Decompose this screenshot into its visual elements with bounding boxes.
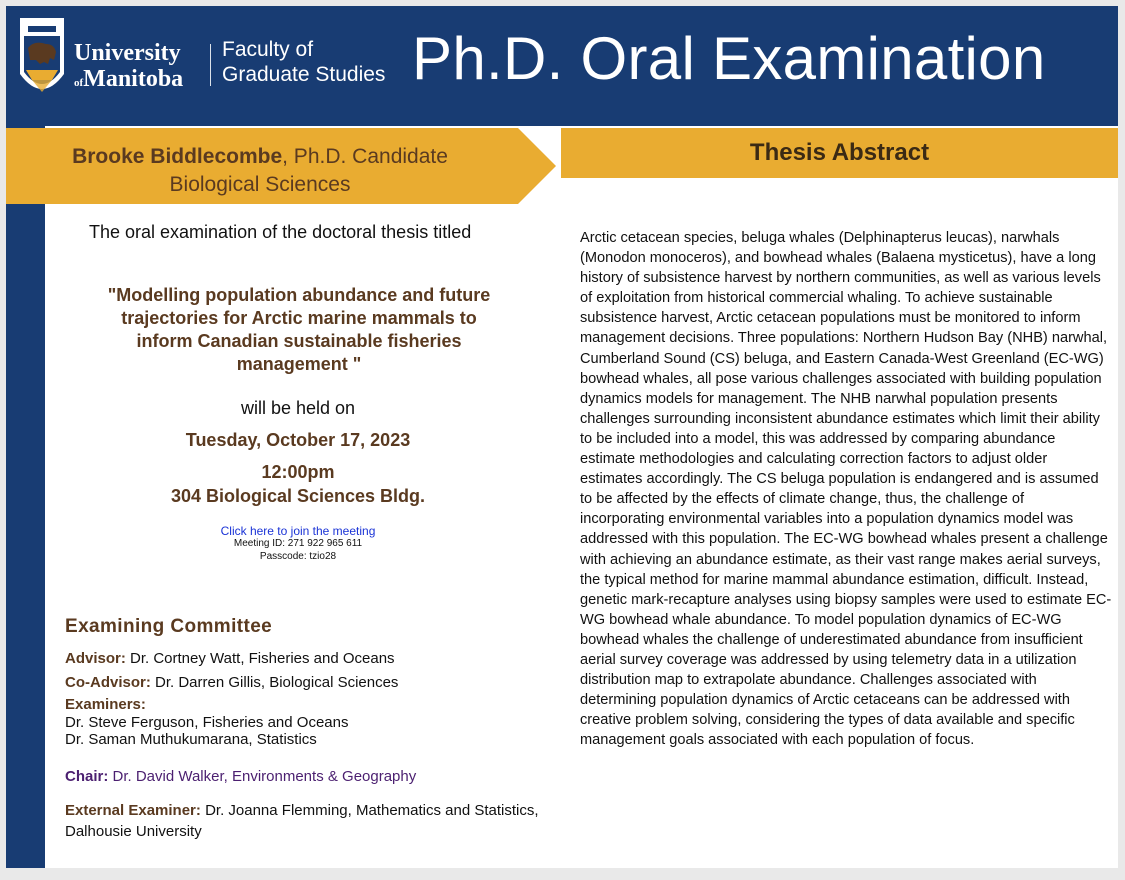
coadvisor-name: Dr. Darren Gillis, Biological Sciences — [150, 674, 399, 691]
advisor-name: Dr. Cortney Watt, Fisheries and Oceans — [125, 650, 395, 667]
candidate-role: , Ph.D. Candidate — [282, 145, 448, 168]
abstract-text: Arctic cetacean species, beluga whales (Delphinapterus leucas), narwhals (Monodon monoceros), and bowhead whales (Balaena mysticetus), have a long history of subsistence harvest by northern communities, as well as various levels of exploitation from historical commercial whaling. To achieve sustainable subsistence harvest, Arctic cetacean populations must be monitored to inform management decisions. Three populations: Northern Hudson Bay (NHB) narwhal, Cumberland Sound (CS) beluga, and Eastern Canada-West Greenland (EC-WG) bowhead whales, all pose various challenges associated with building population dynamics models for management. The NHB narwhal population presents challenges surrounding inconsistent abundance estimates which limit their ability to be included into a model, this was addressed by comparing abundance estimate methodologies and calculating correction factors to adjust older estimates accordingly. The CS beluga population is endangered and is assumed to be affected by the effects of climate change, thus, the challenge of incorporating environmental variables into a population dynamics model was addressed with this population. The EC-WG bowhead whales present a challenge with achieving an abundance estimate, as their vast range makes aerial surveys, the typical method for marine mammal abundance estimation, difficult. Instead, genetic mark-recapture analyses using biopsy samples were used to estimate EC-WG bowhead whale abundance. To model population dynamics of EC-WG bowhead whales the challenge of underestimated abundance from insufficient aerial survey coverage was addressed by using telemetry data in a utilization distribution map to extrapolate abundance. Challenges associated with determining population dynamics of Arctic cetaceans can be addressed with creative problem solving, considering the types of data available and specific management goals associated with each population of focus. — [580, 230, 1112, 749]
external-examiner-name: Dr. Joanna Flemming, Mathematics and Statistics, Dalhousie University — [65, 802, 539, 840]
abstract-heading: Thesis Abstract — [749, 139, 930, 166]
examiner-item: Dr. Steve Ferguson, Fisheries and Oceans — [65, 714, 349, 731]
external-examiner-label: External Examiner: — [65, 802, 201, 819]
header-banner — [6, 6, 1118, 126]
meeting-id: Meeting ID: 271 922 965 611 — [233, 538, 363, 549]
university-manitoba: Manitoba — [83, 66, 184, 92]
examiners-label: Examiners: — [65, 696, 146, 713]
held-on-text: will be held on — [240, 398, 356, 418]
faculty-line2: Graduate Studies — [222, 63, 386, 86]
candidate-info — [6, 143, 514, 199]
coadvisor-label: Co-Advisor: — [65, 674, 151, 691]
poster — [6, 6, 1118, 868]
chair-line — [65, 768, 416, 785]
candidate-name-line — [6, 143, 514, 171]
exam-time: 12:00pm — [261, 462, 335, 482]
university-name: University — [74, 40, 181, 66]
university-wordmark — [74, 40, 183, 96]
thesis-title: "Modelling population abundance and future trajectories for Arctic marine mammals to inform Canadian sustainable fisheries management " — [107, 285, 491, 374]
candidate-name: Brooke Biddlecombe — [72, 145, 283, 168]
meeting-passcode: Passcode: tzio28 — [259, 551, 337, 562]
faculty-line1: Faculty of — [222, 38, 314, 61]
exam-intro: The oral examination of the doctoral thesis titled — [89, 222, 472, 242]
advisor-label: Advisor: — [65, 650, 126, 667]
committee-heading: Examining Committee — [65, 616, 273, 637]
chair-label: Chair: — [65, 768, 109, 785]
university-name-line2 — [74, 66, 183, 96]
faculty-name — [222, 37, 385, 87]
advisor-line — [65, 650, 395, 667]
coadvisor-line — [65, 674, 398, 691]
exam-date: Tuesday, October 17, 2023 — [185, 430, 411, 450]
exam-location: 304 Biological Sciences Bldg. — [170, 486, 426, 506]
chair-name: Dr. David Walker, Environments & Geography — [108, 768, 417, 785]
university-shield-icon — [18, 14, 66, 102]
university-of: of — [74, 77, 84, 89]
candidate-department: Biological Sciences — [169, 173, 351, 196]
external-examiner-line — [65, 800, 541, 842]
left-accent-stripe — [6, 204, 45, 868]
logo-divider — [210, 44, 211, 86]
examiner-item: Dr. Saman Muthukumarana, Statistics — [65, 731, 317, 748]
join-meeting-link[interactable]: Click here to join the meeting — [220, 524, 376, 538]
page-title: Ph.D. Oral Examination — [412, 25, 1046, 92]
